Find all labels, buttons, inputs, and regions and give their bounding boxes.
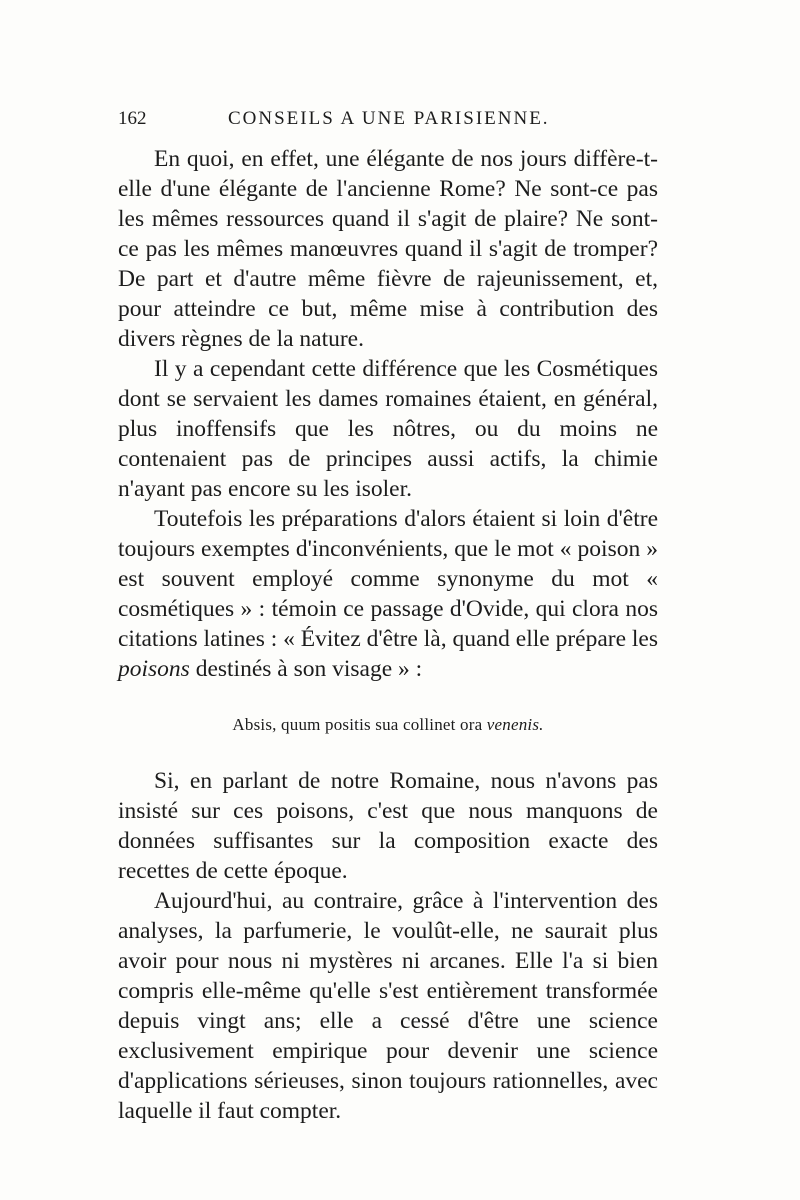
quotation-text: Absis, quum positis sua collinet ora <box>232 715 487 734</box>
paragraph: Aujourd'hui, au contraire, grâce à l'intervention des analyses, la parfumerie, le voulût-elle, ne saurait plus avoir pour nous ni mystères ni arcanes. Elle l'a si bien compris elle-même qu'elle s'est entièrement transformée depuis vingt ans; elle a cessé d'être une science exclusivement empirique pour devenir une science d'applications sérieuses, sinon toujours rationnelles, avec laquelle il faut compter. <box>118 888 658 1124</box>
running-head <box>118 108 658 138</box>
page-number: 162 <box>118 108 147 129</box>
running-title: CONSEILS A UNE PARISIENNE. <box>228 108 550 129</box>
paragraph-text: destinés à son visage » : <box>189 656 423 682</box>
book-page <box>118 108 658 1126</box>
latin-quotation <box>118 710 658 740</box>
paragraph-text: Toutefois les préparations d'alors étaient si loin d'être toujours exemptes d'inconvénients, que le mot « poison » est souvent employé comme synonyme du mot « cosmétiques » : témoin ce passage d'Ovide, qui clora nos citations latines : « Évitez d'être là, quand elle prépare les <box>118 506 658 652</box>
quotation-italic: venenis. <box>486 715 544 734</box>
paragraph: En quoi, en effet, une élégante de nos jours diffère-t-elle d'une élégante de l'ancienne Rome? Ne sont-ce pas les mêmes ressources quand il s'agit de plaire? Ne sont-ce pas les mêmes manœuvres quand il s'agit de tromper? De part et d'autre même fièvre de rajeunissement, et, pour atteindre ce but, même mise à contribution des divers règnes de la nature. <box>118 146 658 352</box>
paragraph: Il y a cependant cette différence que les Cosmétiques dont se servaient les dames romaines étaient, en général, plus inoffensifs que les nôtres, ou du moins ne contenaient pas de principes aussi actifs, la chimie n'ayant pas encore su les isoler. <box>118 356 658 502</box>
paragraph <box>118 504 658 684</box>
body-text <box>118 144 658 1126</box>
italic-word: poisons <box>118 656 190 682</box>
paragraph: Si, en parlant de notre Romaine, nous n'avons pas insisté sur ces poisons, c'est que nous manquons de données suffisantes sur la composition exacte des recettes de cette époque. <box>118 768 658 884</box>
